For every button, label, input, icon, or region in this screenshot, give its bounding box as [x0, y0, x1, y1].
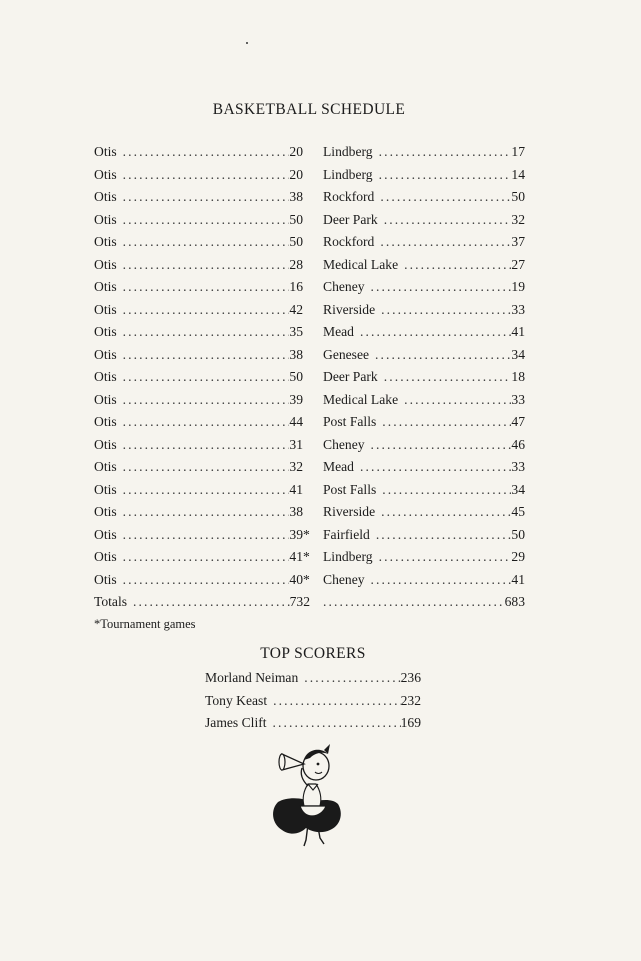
leader-dots — [123, 344, 290, 367]
table-row — [94, 546, 526, 569]
team-cell — [94, 366, 310, 389]
opponent-cell — [323, 276, 525, 299]
opponent-cell — [323, 389, 525, 412]
table-row — [94, 411, 526, 434]
team-name: Otis — [94, 459, 117, 474]
scorer-score: 169 — [400, 715, 421, 730]
totals-cell — [94, 591, 310, 614]
team-name: Otis — [94, 436, 117, 452]
opponent-cell — [323, 546, 525, 569]
opponent-score: 41 — [511, 571, 525, 587]
list-item — [205, 690, 421, 713]
team-cell — [94, 411, 310, 434]
leader-dots — [123, 299, 290, 322]
opponent-cell — [323, 321, 525, 344]
opponent-cell — [323, 456, 525, 479]
opponent-score: 46 — [511, 436, 525, 452]
team-cell — [94, 186, 310, 209]
team-name: Otis — [94, 504, 117, 519]
table-row — [94, 569, 526, 592]
leader-dots — [384, 209, 512, 232]
scorer-name: James Clift — [205, 715, 267, 730]
cheerleader-illustration — [260, 740, 360, 850]
leader-dots — [371, 276, 512, 299]
opponent-cell — [323, 569, 525, 592]
opponent-score: 19 — [511, 279, 525, 294]
team-name: Otis — [94, 144, 117, 159]
team-name: Otis — [94, 549, 117, 564]
leader-dots — [381, 299, 511, 322]
opponent-score: 17 — [511, 144, 525, 159]
team-cell — [94, 456, 310, 479]
opponent-score: 41 — [511, 324, 525, 339]
opponent-score: 32 — [511, 211, 525, 227]
team-name: Otis — [94, 324, 117, 339]
leader-dots — [379, 141, 512, 164]
table-row — [94, 501, 526, 524]
opponent-name: Medical Lake — [323, 391, 399, 407]
team-cell — [94, 524, 310, 547]
leader-dots — [380, 186, 511, 209]
team-cell — [94, 546, 310, 569]
opponent-name: Mead — [323, 324, 354, 339]
leader-dots — [360, 456, 511, 479]
opponent-cell — [323, 479, 525, 502]
table-row — [94, 479, 526, 502]
opponent-score: 18 — [511, 369, 525, 384]
team-score: 38 — [289, 189, 303, 204]
table-row — [94, 344, 526, 367]
tournament-star: * — [303, 526, 310, 542]
leader-dots — [133, 591, 290, 614]
opponent-cell — [323, 186, 525, 209]
opponent-score: 37 — [511, 234, 525, 249]
leader-dots — [376, 524, 512, 547]
team-score: 20 — [289, 144, 303, 159]
leader-dots — [323, 591, 505, 614]
opponent-cell — [323, 501, 525, 524]
team-name: Otis — [94, 481, 117, 497]
opponent-score: 50 — [511, 526, 525, 542]
scorer-name: Morland Neiman — [205, 670, 299, 685]
opponent-cell — [323, 344, 525, 367]
team-cell — [94, 344, 310, 367]
team-cell — [94, 231, 310, 254]
opponent-name: Cheney — [323, 279, 365, 294]
team-cell — [94, 209, 310, 232]
team-score: 40 — [289, 571, 303, 587]
opponent-name: Cheney — [323, 571, 365, 587]
opponent-score: 33 — [511, 301, 525, 317]
opponent-score: 33 — [511, 391, 525, 407]
leader-dots — [273, 690, 401, 713]
table-row — [94, 389, 526, 412]
leader-dots — [123, 389, 290, 412]
team-score: 16 — [289, 279, 303, 294]
opponent-name: Riverside — [323, 301, 376, 317]
team-score: 38 — [289, 504, 303, 519]
team-cell — [94, 299, 310, 322]
opponent-name: Lindberg — [323, 166, 373, 182]
team-score: 32 — [289, 459, 303, 474]
opponent-name: Mead — [323, 459, 354, 474]
opponent-cell — [323, 299, 525, 322]
leader-dots — [384, 366, 512, 389]
totals-score: 732 — [289, 594, 310, 609]
team-score: 39 — [289, 526, 303, 542]
opponent-name: Lindberg — [323, 144, 373, 159]
team-name: Otis — [94, 234, 117, 249]
team-score: 41 — [289, 481, 303, 497]
team-cell — [94, 569, 310, 592]
opponent-totals-cell — [323, 591, 525, 614]
top-scorers-title: TOP SCORERS — [260, 645, 366, 662]
team-name: Otis — [94, 301, 117, 317]
team-cell — [94, 434, 310, 457]
leader-dots — [360, 321, 511, 344]
leader-dots — [371, 434, 512, 457]
opponent-name: Fairfield — [323, 526, 370, 542]
table-row — [94, 524, 526, 547]
opponent-name: Rockford — [323, 189, 375, 204]
table-row — [94, 209, 526, 232]
opponent-cell — [323, 231, 525, 254]
leader-dots — [123, 456, 290, 479]
opponent-score: 33 — [511, 459, 525, 474]
leader-dots — [123, 434, 290, 457]
table-row — [94, 164, 526, 187]
team-name: Otis — [94, 369, 117, 384]
opponent-name: Rockford — [323, 234, 375, 249]
table-row — [94, 141, 526, 164]
leader-dots — [123, 164, 290, 187]
list-item — [205, 712, 421, 735]
schedule-table — [94, 141, 526, 614]
team-cell — [94, 479, 310, 502]
opponent-score: 27 — [511, 256, 525, 272]
tournament-note: *Tournament games — [94, 617, 196, 631]
team-score: 50 — [289, 211, 303, 227]
leader-dots — [123, 321, 290, 344]
team-cell — [94, 254, 310, 277]
table-row — [94, 276, 526, 299]
team-name: Otis — [94, 279, 117, 294]
team-score: 41 — [289, 549, 303, 564]
leader-dots — [123, 254, 290, 277]
team-score: 39 — [289, 391, 303, 407]
team-name: Otis — [94, 346, 117, 362]
table-row — [94, 456, 526, 479]
team-name: Otis — [94, 526, 117, 542]
team-cell — [94, 321, 310, 344]
leader-dots — [123, 569, 290, 592]
top-scorers-list — [205, 667, 421, 735]
team-score: 31 — [289, 436, 303, 452]
team-name: Otis — [94, 391, 117, 407]
team-name: Otis — [94, 256, 117, 272]
opponent-cell — [323, 209, 525, 232]
leader-dots — [380, 231, 511, 254]
list-item — [205, 667, 421, 690]
leader-dots — [123, 366, 290, 389]
page-speck — [246, 42, 248, 44]
table-row — [94, 321, 526, 344]
leader-dots — [379, 164, 512, 187]
team-name: Otis — [94, 189, 117, 204]
opponent-cell — [323, 434, 525, 457]
leader-dots — [371, 569, 512, 592]
leader-dots — [123, 524, 290, 547]
scorer-cell — [205, 690, 421, 713]
opponent-score: 50 — [511, 189, 525, 204]
scorer-name: Tony Keast — [205, 692, 268, 708]
leader-dots — [123, 186, 290, 209]
team-score: 28 — [289, 256, 303, 272]
scorer-cell — [205, 712, 421, 735]
team-cell — [94, 501, 310, 524]
leader-dots — [123, 479, 290, 502]
tournament-star: * — [303, 549, 310, 564]
scorer-cell — [205, 667, 421, 690]
team-name: Otis — [94, 414, 117, 429]
opponent-cell — [323, 164, 525, 187]
tournament-star: * — [303, 571, 310, 587]
table-row — [94, 254, 526, 277]
team-cell — [94, 141, 310, 164]
opponent-cell — [323, 366, 525, 389]
opponent-cell — [323, 411, 525, 434]
opponent-score: 34 — [511, 346, 525, 362]
schedule-title: BASKETBALL SCHEDULE — [212, 101, 406, 118]
opponent-score: 14 — [511, 166, 525, 182]
opponent-cell — [323, 254, 525, 277]
leader-dots — [123, 411, 290, 434]
leader-dots — [123, 501, 290, 524]
opponent-cell — [323, 141, 525, 164]
opponent-name: Deer Park — [323, 369, 378, 384]
team-name: Otis — [94, 211, 117, 227]
opponent-totals-score: 683 — [504, 594, 525, 609]
team-score: 42 — [289, 301, 303, 317]
totals-name: Totals — [94, 594, 128, 609]
scorer-score: 236 — [400, 670, 421, 685]
team-cell — [94, 389, 310, 412]
table-row — [94, 186, 526, 209]
leader-dots — [381, 501, 511, 524]
leader-dots — [382, 411, 511, 434]
team-score: 44 — [289, 414, 303, 429]
leader-dots — [404, 389, 511, 412]
opponent-name: Cheney — [323, 436, 365, 452]
leader-dots — [123, 546, 290, 569]
scorer-score: 232 — [400, 692, 421, 708]
team-name: Otis — [94, 571, 117, 587]
opponent-score: 34 — [511, 481, 525, 497]
team-score: 38 — [289, 346, 303, 362]
opponent-score: 47 — [511, 414, 525, 429]
opponent-name: Lindberg — [323, 549, 373, 564]
opponent-cell — [323, 524, 525, 547]
leader-dots — [123, 276, 290, 299]
team-cell — [94, 276, 310, 299]
leader-dots — [123, 209, 290, 232]
opponent-name: Deer Park — [323, 211, 378, 227]
team-score: 50 — [289, 234, 303, 249]
table-row — [94, 299, 526, 322]
team-cell — [94, 164, 310, 187]
leader-dots — [123, 231, 290, 254]
leader-dots — [273, 712, 401, 735]
table-row — [94, 231, 526, 254]
leader-dots — [404, 254, 511, 277]
team-score: 50 — [289, 369, 303, 384]
table-row — [94, 366, 526, 389]
opponent-score: 29 — [511, 549, 525, 564]
team-name: Otis — [94, 166, 117, 182]
team-score: 20 — [289, 166, 303, 182]
leader-dots — [375, 344, 511, 367]
opponent-name: Post Falls — [323, 414, 377, 429]
leader-dots — [304, 667, 400, 690]
opponent-name: Genesee — [323, 346, 370, 362]
table-row — [94, 434, 526, 457]
opponent-name: Riverside — [323, 504, 376, 519]
leader-dots — [123, 141, 290, 164]
opponent-score: 45 — [511, 504, 525, 519]
opponent-name: Post Falls — [323, 481, 377, 497]
totals-row — [94, 591, 526, 614]
leader-dots — [379, 546, 512, 569]
opponent-name: Medical Lake — [323, 256, 399, 272]
leader-dots — [382, 479, 511, 502]
team-score: 35 — [289, 324, 303, 339]
